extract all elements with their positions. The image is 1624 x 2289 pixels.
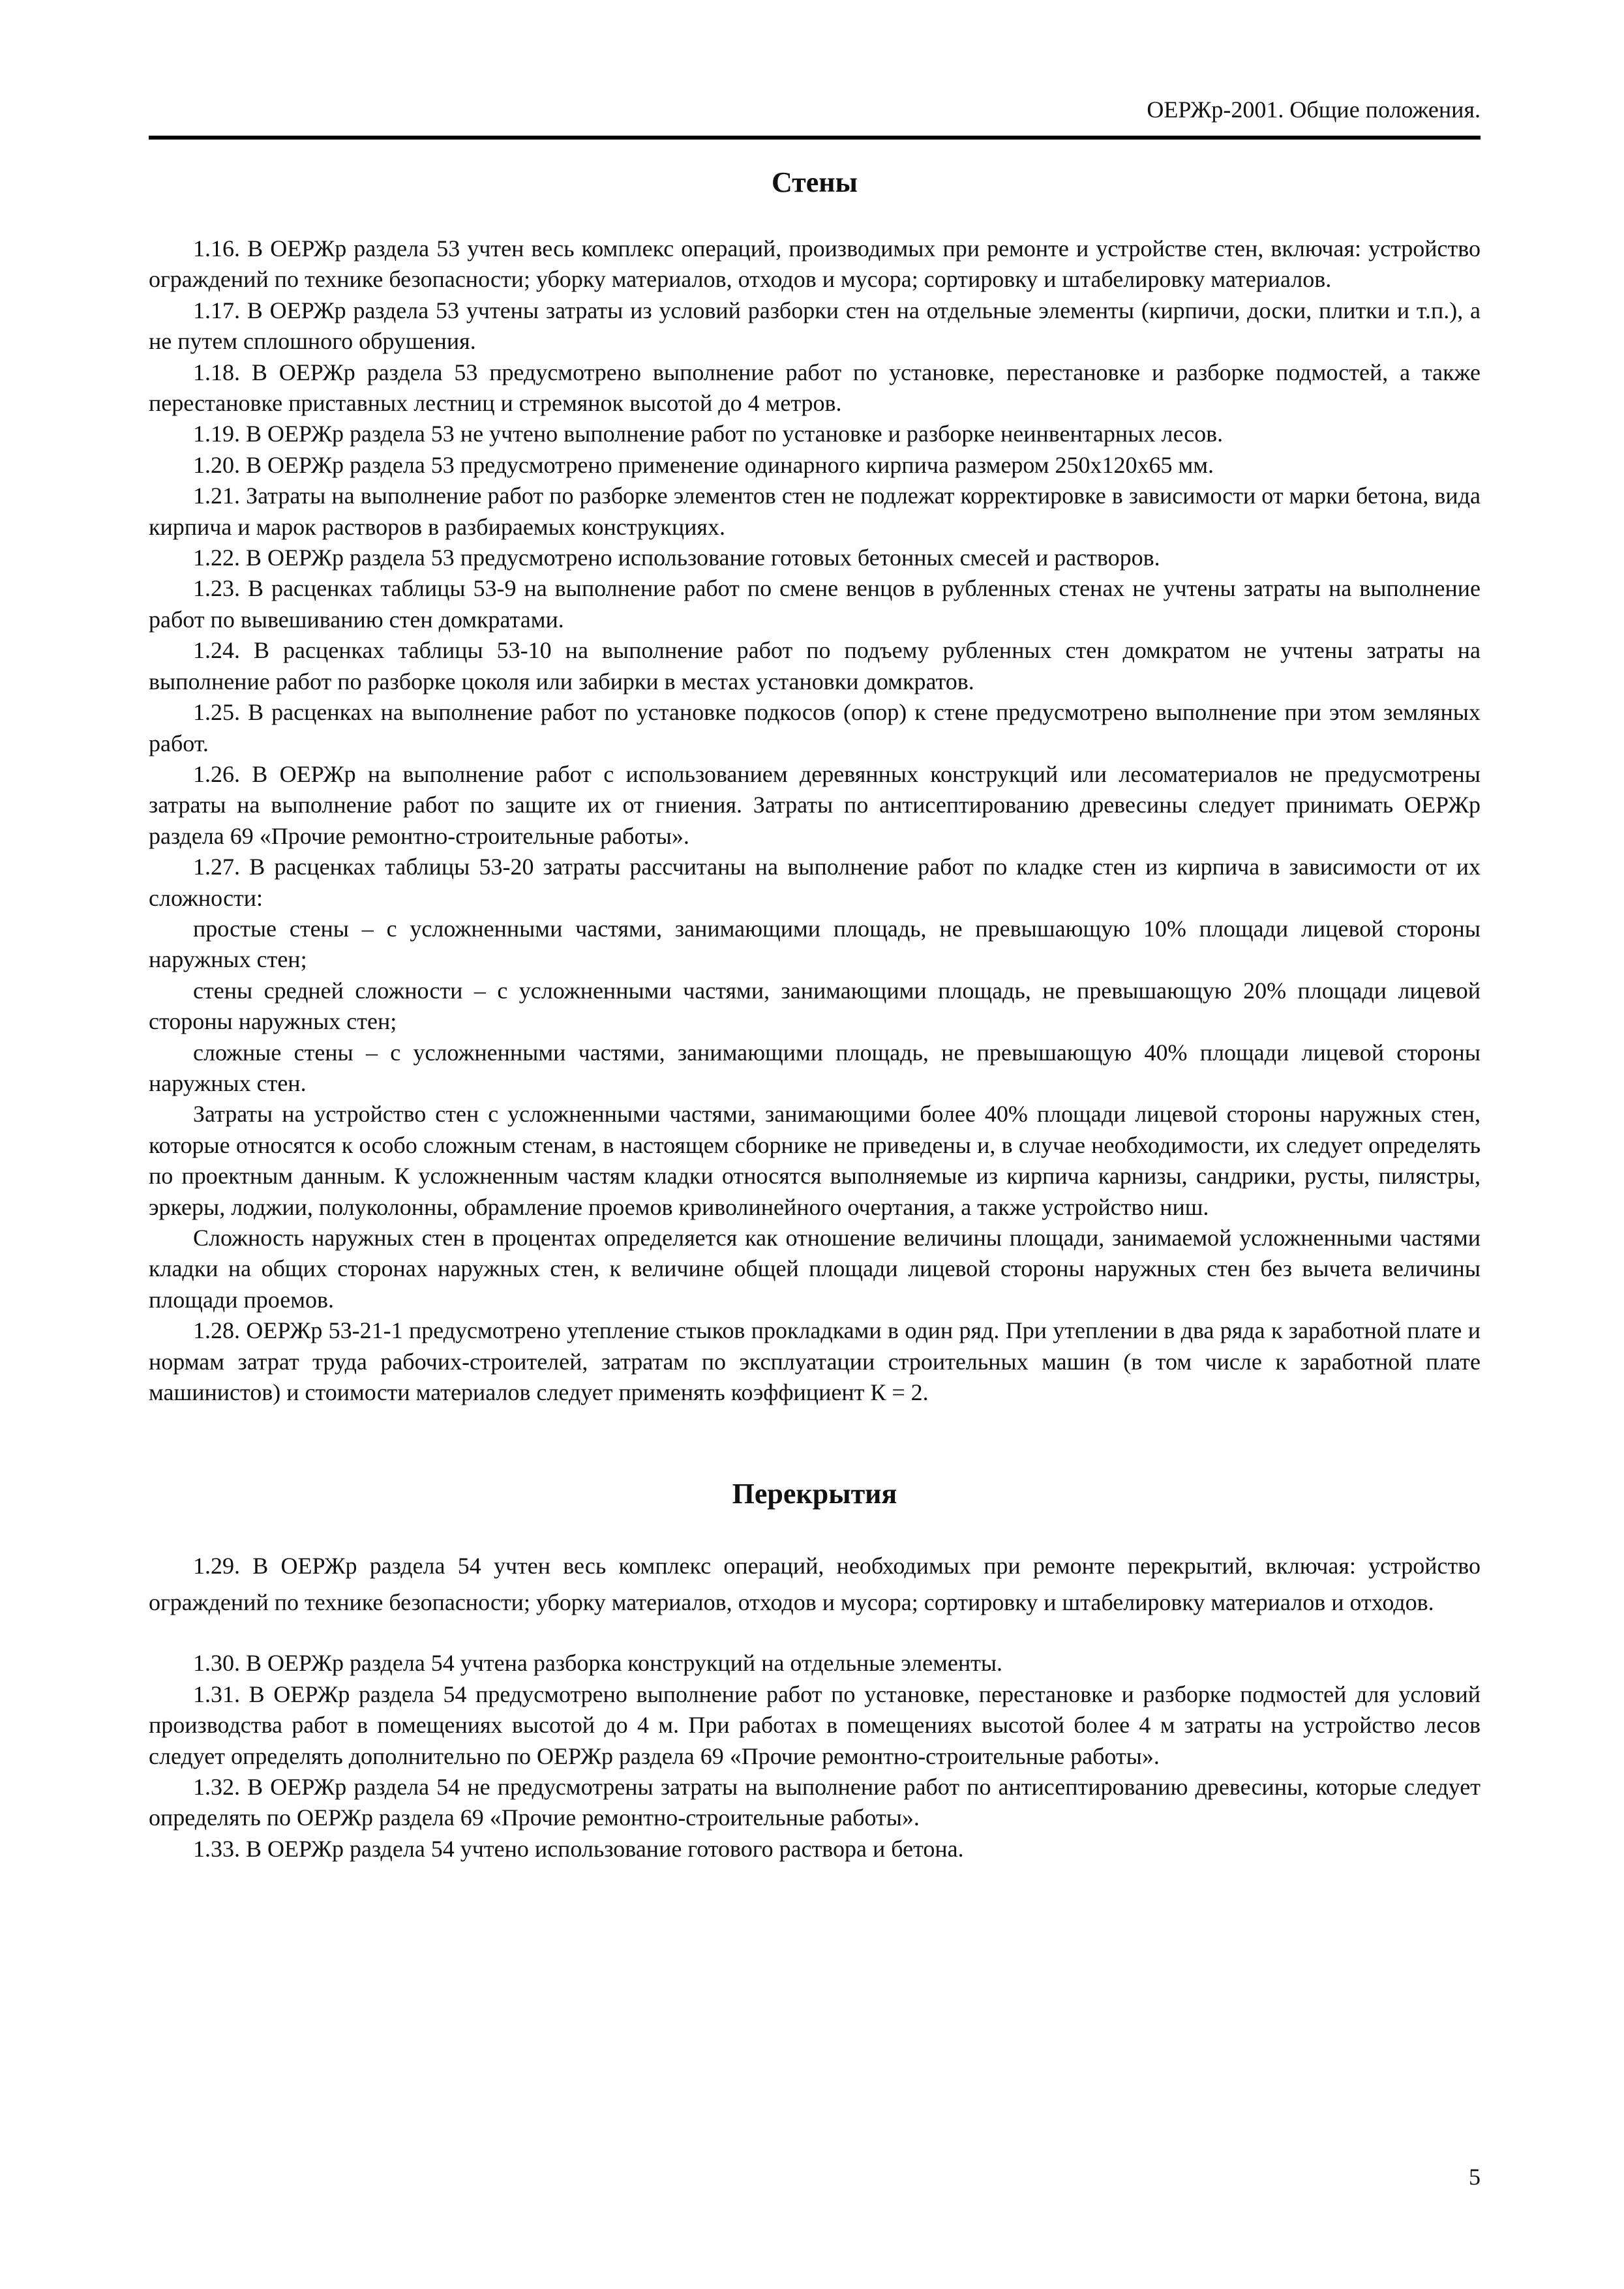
paragraph-1-32: 1.32. В ОЕРЖр раздела 54 не предусмотрены затраты на выполнение работ по антисептированию древесины, которые следует определять по ОЕРЖр раздела 69 «Прочие ремонтно-строительные работы». (149, 1774, 1481, 1831)
section-title-walls: Стены (771, 166, 858, 198)
paragraph-1-21: 1.21. Затраты на выполнение работ по разборке элементов стен не подлежат корректировке в зависимости от марки бетона, вида кирпича и марок растворов в разбираемых конструкциях. (149, 483, 1481, 540)
paragraph-1-16: 1.16. В ОЕРЖр раздела 53 учтен весь комплекс операций, производимых при ремонте и устройстве стен, включая: устройство ограждений по технике безопасности; уборку материалов, отходов и мусора; сортировку и штабелировку материалов. (149, 235, 1481, 293)
paragraph-1-26: 1.26. В ОЕРЖр на выполнение работ с использованием деревянных конструкций или лесоматериалов не предусмотрены затраты на выполнение работ по защите их от гниения. Затраты по антисептированию древесины следует принимать ОЕРЖр раздела 69 «Прочие ремонтно-строительные работы». (149, 760, 1481, 849)
paragraph-1-19: 1.19. В ОЕРЖр раздела 53 не учтено выполнение работ по установке и разборке неинвентарных лесов. (193, 421, 1224, 447)
section-title-floors: Перекрытия (732, 1478, 897, 1510)
paragraph-medium-walls: стены средней сложности – с усложненными частями, занимающими площадь, не превышающую 20% площади лицевой стороны наружных стен; (149, 977, 1481, 1035)
paragraph-1-31: 1.31. В ОЕРЖр раздела 54 предусмотрено выполнение работ по установке, перестановке и разборке подмостей для условий производства работ в помещениях высотой до 4 м. При работах в помещениях высотой более 4 м затраты на устройство лесов следует определять дополнительно по ОЕРЖр раздела 69 «Прочие ремонтно-строительные работы». (149, 1681, 1481, 1769)
paragraph-1-28: 1.28. ОЕРЖр 53-21-1 предусмотрено утепление стыков прокладками в один ряд. При утеплении в два ряда к заработной плате и нормам затрат труда рабочих-строителей, затратам по эксплуатации строительных машин (в том числе к заработной плате машинистов) и стоимости материалов следует применять коэффициент К = 2. (149, 1317, 1481, 1406)
paragraph-1-17: 1.17. В ОЕРЖр раздела 53 учтены затраты из условий разборки стен на отдельные элементы (кирпичи, доски, плитки и т.п.), а не путем сплошного обрушения. (149, 297, 1481, 355)
paragraph-1-30: 1.30. В ОЕРЖр раздела 54 учтена разборка конструкций на отдельные элементы. (193, 1650, 1003, 1677)
running-header (149, 97, 1481, 140)
paragraph-1-22: 1.22. В ОЕРЖр раздела 53 предусмотрено использование готовых бетонных смесей и растворов. (193, 545, 1160, 571)
page-number: 5 (1469, 2164, 1481, 2190)
paragraph-1-20: 1.20. В ОЕРЖр раздела 53 предусмотрено применение одинарного кирпича размером 250х120х65 мм. (193, 451, 1214, 478)
page-body (149, 163, 1481, 1864)
paragraph-1-25: 1.25. В расценках на выполнение работ по установке подкосов (опор) к стене предусмотрено выполнение при этом земляных работ. (149, 699, 1481, 756)
paragraph-1-27: 1.27. В расценках таблицы 53-20 затраты рассчитаны на выполнение работ по кладке стен из кирпича в зависимости от их сложности: (149, 854, 1481, 911)
paragraph-1-23: 1.23. В расценках таблицы 53-9 на выполнение работ по смене венцов в рубленных стенах не учтены затраты на выполнение работ по вывешиванию стен домкратами. (149, 575, 1481, 633)
paragraph-complexity-definition: Сложность наружных стен в процентах определяется как отношение величины площади, занимаемой усложненными частями кладки на общих сторонах наружных стен, к величине общей площади лицевой стороны наружных стен без вычета величины площади проемов. (149, 1225, 1481, 1313)
paragraph-1-29: 1.29. В ОЕРЖр раздела 54 учтен весь комплекс операций, необходимых при ремонте перекрытий, включая: устройство ограждений по технике безопасности; уборку материалов, отходов и мусора; сортировку и штабелировку материалов и отходов. (149, 1553, 1481, 1616)
paragraph-1-33: 1.33. В ОЕРЖр раздела 54 учтено использование готового раствора и бетона. (193, 1835, 964, 1862)
paragraph-1-24: 1.24. В расценках таблицы 53-10 на выполнение работ по подъему рубленных стен домкратом не учтены затраты на выполнение работ по разборке цоколя или забирки в местах установки домкратов. (149, 637, 1481, 695)
paragraph-extra-complex-walls: Затраты на устройство стен с усложненными частями, занимающими более 40% площади лицевой стороны наружных стен, которые относятся к особо сложным стенам, в настоящем сборнике не приведены и, в случае необходимости, их следует определять по проектным данным. К усложненным частям кладки относятся выполняемые из кирпича карнизы, сандрики, русты, пилястры, эркеры, лоджии, полуколонны, обрамление проемов криволинейного очертания, а также устройство ниш. (149, 1101, 1481, 1220)
running-title: ОЕРЖр-2001. Общие положения. (1147, 97, 1481, 123)
paragraph-simple-walls: простые стены – с усложненными частями, занимающими площадь, не превышающую 10% площади лицевой стороны наружных стен; (149, 915, 1481, 973)
paragraph-complex-walls: сложные стены – с усложненными частями, занимающими площадь, не превышающую 40% площади лицевой стороны наружных стен. (149, 1039, 1481, 1096)
paragraph-1-18: 1.18. В ОЕРЖр раздела 53 предусмотрено выполнение работ по установке, перестановке и разборке подмостей, а также перестановке приставных лестниц и стремянок высотой до 4 метров. (149, 359, 1481, 417)
